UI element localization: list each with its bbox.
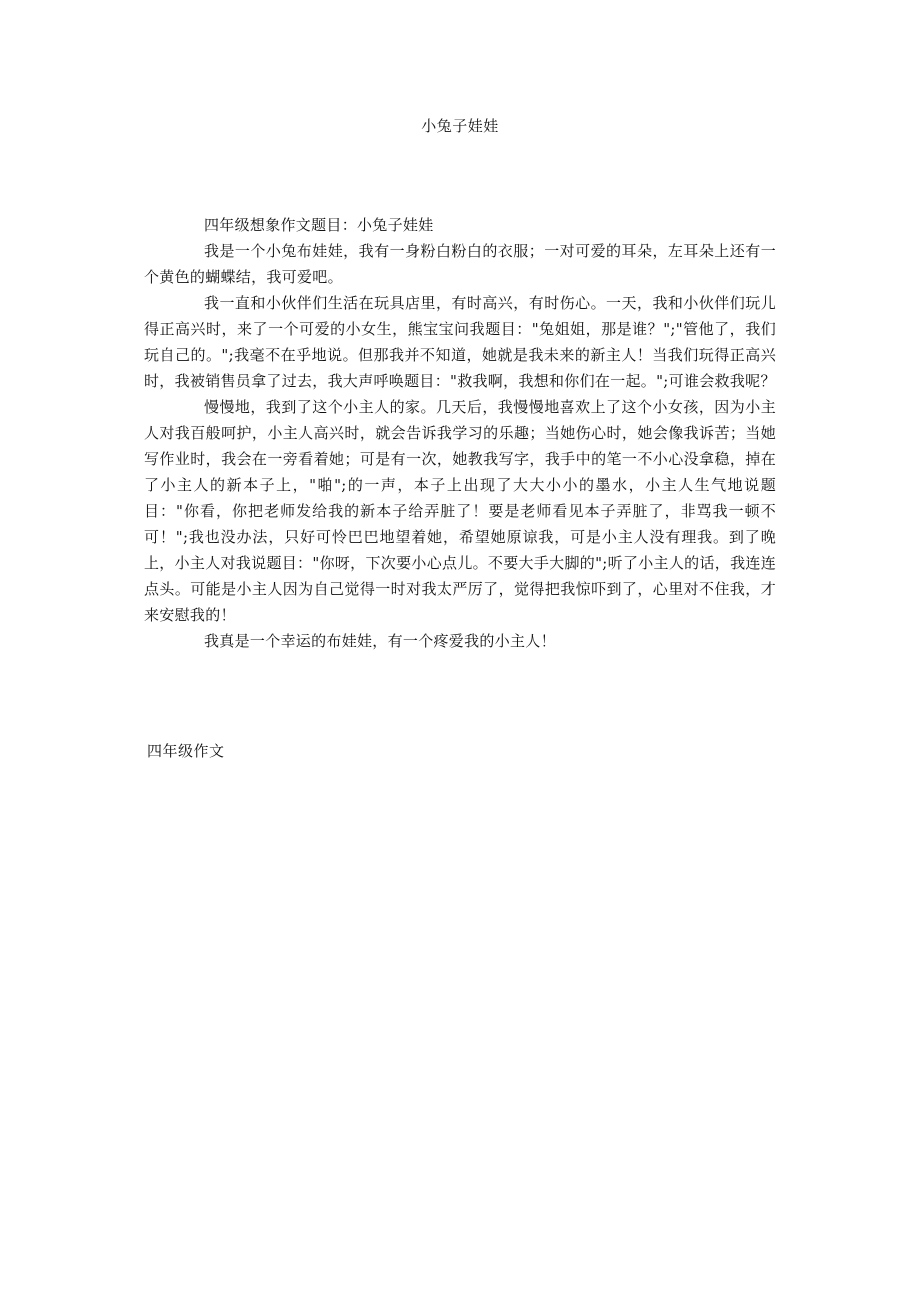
article-body: [144, 212, 776, 654]
paragraph-intro: 我是一个小兔布娃娃，我有一身粉白粉白的衣服；一对可爱的耳朵，左耳朵上还有一个黄色的蝴蝶结，我可爱吧。: [144, 242, 776, 286]
document-title: 小兔子娃娃: [421, 117, 499, 135]
category-label: 四年级作文: [147, 742, 225, 760]
paragraph-new-home: 慢慢地，我到了这个小主人的家。几天后，我慢慢地喜欢上了这个小女孩，因为小主人对我百般呵护，小主人高兴时，就会告诉我学习的乐趣；当她伤心时，她会像我诉苦；当她写作业时，我会在一旁看着她；可是有一次，她教我写字，我手中的笔一不小心没拿稳，掉在了小主人的新本子上，"啪";的一声，本子上出现了大大小小的墨水，小主人生气地说题目："你看，你把老师发给我的新本子给弄脏了！要是老师看见本子弄脏了，非骂我一顿不可！";我也没办法，只好可怜巴巴地望着她，希望她原谅我，可是小主人没有理我。到了晚上，小主人对我说题目："你呀，下次要小心点儿。不要大手大脚的";听了小主人的话，我连连点头。可能是小主人因为自己觉得一时对我太严厉了，觉得把我惊吓到了，心里对不住我，才来安慰我的！: [144, 398, 776, 624]
paragraph-subtitle: 四年级想象作文题目：小兔子娃娃: [204, 216, 434, 234]
paragraph-conclusion: 我真是一个幸运的布娃娃，有一个疼爱我的小主人！: [204, 632, 556, 650]
paragraph-toy-store: 我一直和小伙伴们生活在玩具店里，有时高兴，有时伤心。一天，我和小伙伴们玩儿得正高兴时，来了一个可爱的小女生，熊宝宝问我题目："兔姐姐，那是谁？";"管他了，我们玩自己的。";我毫不在乎地说。但那我并不知道，她就是我未来的新主人！当我们玩得正高兴时，我被销售员拿了过去，我大声呼唤题目："救我啊，我想和你们在一起。";可谁会救我呢？: [144, 294, 776, 390]
